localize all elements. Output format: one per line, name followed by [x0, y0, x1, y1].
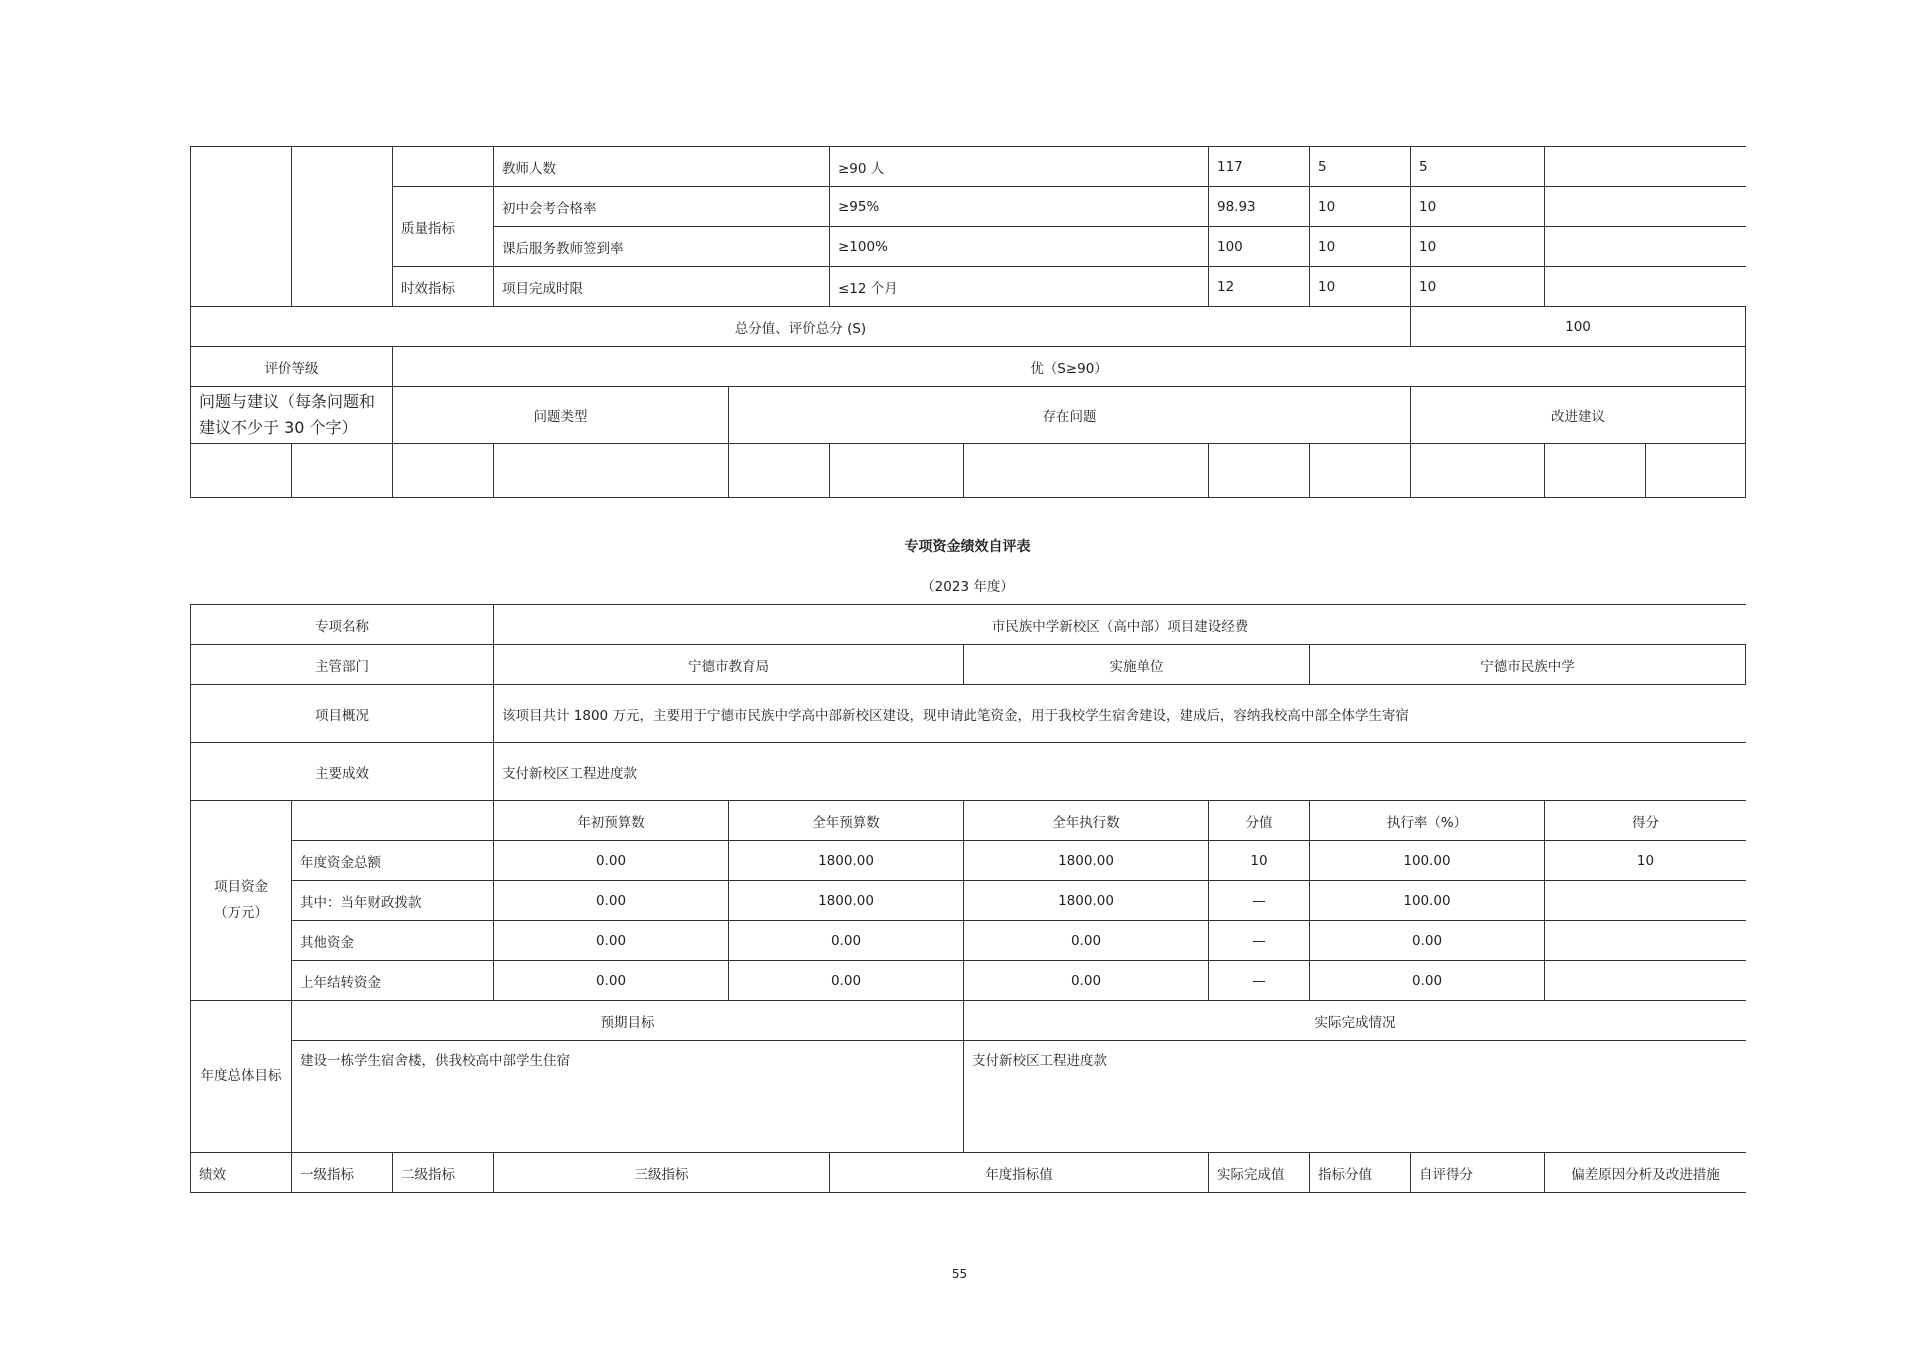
- funds-cell: 0.00: [729, 961, 964, 1001]
- dept-label: 主管部门: [191, 645, 494, 685]
- funds-cell: 0.00: [1310, 961, 1545, 1001]
- level3-indicator: 项目完成时限: [494, 267, 830, 307]
- total-score-value: 100: [1411, 307, 1746, 347]
- actual-completion-text: 支付新校区工程进度款: [964, 1041, 1746, 1153]
- empty-cell: [1209, 444, 1310, 498]
- blank-cell: [1545, 147, 1746, 187]
- suggestion-header: 改进建议: [1411, 387, 1746, 444]
- funds-cell: 10: [1545, 841, 1746, 881]
- funds-row-name: 年度资金总额: [292, 841, 494, 881]
- funds-header: 分值: [1209, 801, 1310, 841]
- blank-cell: [191, 147, 292, 307]
- results-label: 主要成效: [191, 743, 494, 801]
- empty-cell: [1310, 444, 1411, 498]
- grade-value: 优（S≥90）: [393, 347, 1746, 387]
- weight-value: 10: [1310, 267, 1411, 307]
- blank-cell: [1545, 227, 1746, 267]
- empty-cell: [830, 444, 964, 498]
- expected-goal-header: 预期目标: [292, 1001, 964, 1041]
- funds-cell: 1800.00: [964, 841, 1209, 881]
- empty-cell: [1545, 444, 1646, 498]
- level3-indicator: 课后服务教师签到率: [494, 227, 830, 267]
- issue-type-header: 问题类型: [393, 387, 729, 444]
- funds-cell: 0.00: [494, 961, 729, 1001]
- actual-value: 98.93: [1209, 187, 1310, 227]
- funds-cell: 0.00: [494, 881, 729, 921]
- level2-indicator: 质量指标: [393, 187, 494, 267]
- funds-cell: 0.00: [729, 921, 964, 961]
- target-value: ≥95%: [830, 187, 1209, 227]
- level2-indicator: 时效指标: [393, 267, 494, 307]
- level3-indicator: 初中会考合格率: [494, 187, 830, 227]
- empty-cell: [292, 444, 393, 498]
- perf-header: 三级指标: [494, 1153, 830, 1193]
- grade-label: 评价等级: [191, 347, 393, 387]
- indicator-table-continued: [190, 146, 1746, 498]
- target-value: ≥100%: [830, 227, 1209, 267]
- funds-cell: 0.00: [494, 921, 729, 961]
- perf-header: 实际完成值: [1209, 1153, 1310, 1193]
- score-value: 5: [1411, 147, 1545, 187]
- funds-header: 年初预算数: [494, 801, 729, 841]
- funds-cell: 1800.00: [964, 881, 1209, 921]
- funds-label: 项目资金 （万元）: [191, 801, 292, 1001]
- perf-header: 绩效: [191, 1153, 292, 1193]
- blank-cell: [1545, 187, 1746, 227]
- weight-value: 5: [1310, 147, 1411, 187]
- blank-cell: [292, 147, 393, 307]
- annual-goal-label: 年度总体目标: [191, 1001, 292, 1153]
- target-value: ≥90 人: [830, 147, 1209, 187]
- perf-header: 自评得分: [1411, 1153, 1545, 1193]
- unit-label: 实施单位: [964, 645, 1310, 685]
- score-value: 10: [1411, 267, 1545, 307]
- funds-cell: [1545, 921, 1746, 961]
- funds-cell: 1800.00: [729, 841, 964, 881]
- empty-cell: [964, 444, 1209, 498]
- perf-header: 偏差原因分析及改进措施: [1545, 1153, 1746, 1193]
- empty-cell: [729, 444, 830, 498]
- funds-cell: [1545, 961, 1746, 1001]
- self-evaluation-table: [190, 604, 1746, 1193]
- actual-completion-header: 实际完成情况: [964, 1001, 1746, 1041]
- page-number: 55: [951, 1267, 968, 1281]
- form-title: 专项资金绩效自评表: [904, 539, 1031, 555]
- actual-value: 100: [1209, 227, 1310, 267]
- issue-header: 存在问题: [729, 387, 1411, 444]
- funds-cell: 100.00: [1310, 881, 1545, 921]
- project-name: 市民族中学新校区（高中部）项目建设经费: [494, 605, 1746, 645]
- empty-cell: [393, 444, 494, 498]
- funds-header: 全年执行数: [964, 801, 1209, 841]
- empty-cell: [494, 444, 729, 498]
- score-value: 10: [1411, 227, 1545, 267]
- funds-header: 全年预算数: [729, 801, 964, 841]
- overview-text: 该项目共计 1800 万元，主要用于宁德市民族中学高中部新校区建设，现申请此笔资金，用于我校学生宿舍建设，建成后，容纳我校高中部全体学生寄宿: [494, 685, 1746, 743]
- empty-cell: [1646, 444, 1746, 498]
- level3-indicator: 教师人数: [494, 147, 830, 187]
- actual-value: 117: [1209, 147, 1310, 187]
- form-year: （2023 年度）: [921, 579, 1014, 595]
- funds-cell: 100.00: [1310, 841, 1545, 881]
- funds-header: 得分: [1545, 801, 1746, 841]
- weight-value: 10: [1310, 187, 1411, 227]
- overview-label: 项目概况: [191, 685, 494, 743]
- funds-cell: —: [1209, 961, 1310, 1001]
- blank-cell: [292, 801, 494, 841]
- funds-cell: 0.00: [494, 841, 729, 881]
- funds-row-name: 其中：当年财政拨款: [292, 881, 494, 921]
- perf-header: 指标分值: [1310, 1153, 1411, 1193]
- funds-cell: 0.00: [964, 921, 1209, 961]
- funds-cell: 10: [1209, 841, 1310, 881]
- funds-header: 执行率（%）: [1310, 801, 1545, 841]
- perf-header: 年度指标值: [830, 1153, 1209, 1193]
- target-value: ≤12 个月: [830, 267, 1209, 307]
- empty-cell: [1411, 444, 1545, 498]
- funds-cell: —: [1209, 881, 1310, 921]
- funds-cell: [1545, 881, 1746, 921]
- blank-cell: [1545, 267, 1746, 307]
- funds-row-name: 其他资金: [292, 921, 494, 961]
- perf-header: 一级指标: [292, 1153, 393, 1193]
- total-score-label: 总分值、评价总分 (S): [191, 307, 1411, 347]
- score-value: 10: [1411, 187, 1545, 227]
- perf-header: 二级指标: [393, 1153, 494, 1193]
- weight-value: 10: [1310, 227, 1411, 267]
- funds-cell: —: [1209, 921, 1310, 961]
- empty-cell: [191, 444, 292, 498]
- unit-value: 宁德市民族中学: [1310, 645, 1746, 685]
- dept-value: 宁德市教育局: [494, 645, 964, 685]
- funds-cell: 0.00: [1310, 921, 1545, 961]
- expected-goal-text: 建设一栋学生宿舍楼，供我校高中部学生住宿: [292, 1041, 964, 1153]
- funds-cell: 1800.00: [729, 881, 964, 921]
- blank-cell: [393, 147, 494, 187]
- funds-cell: 0.00: [964, 961, 1209, 1001]
- funds-row-name: 上年结转资金: [292, 961, 494, 1001]
- project-name-label: 专项名称: [191, 605, 494, 645]
- issues-label: 问题与建议（每条问题和建议不少于 30 个字）: [191, 387, 393, 444]
- actual-value: 12: [1209, 267, 1310, 307]
- results-text: 支付新校区工程进度款: [494, 743, 1746, 801]
